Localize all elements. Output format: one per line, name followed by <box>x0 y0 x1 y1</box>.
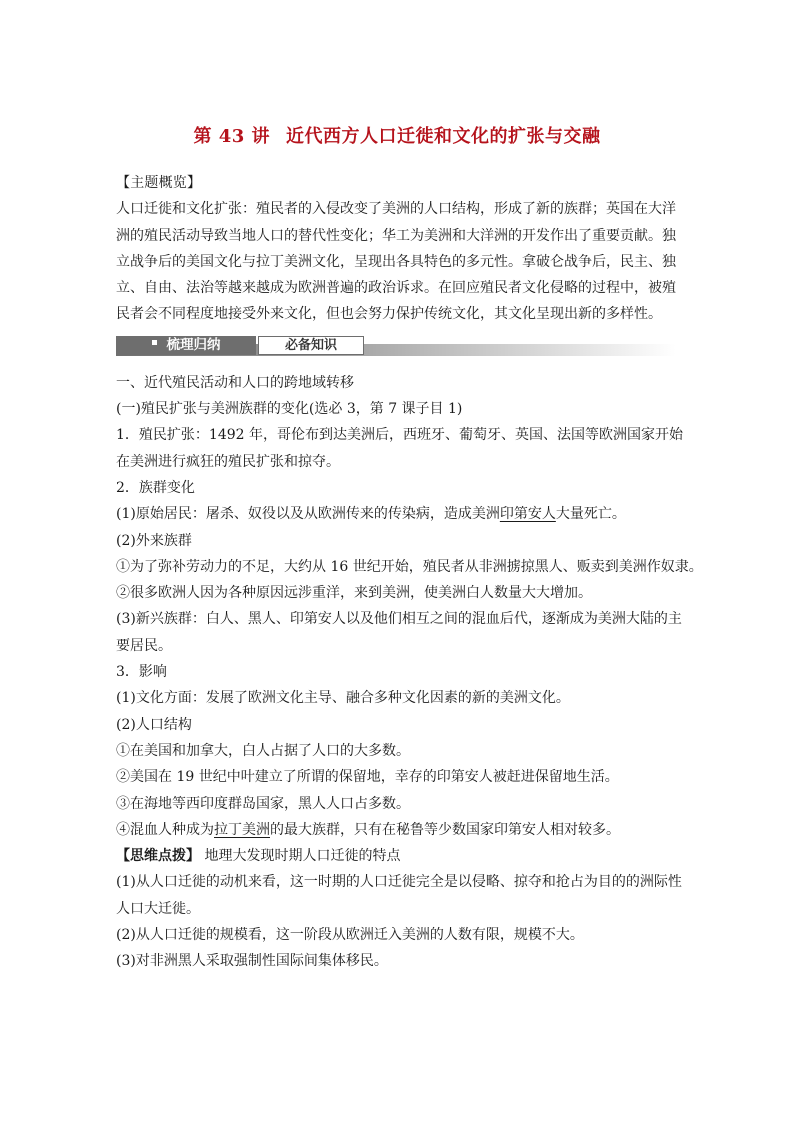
overview-paragraph <box>116 196 682 327</box>
text-line: (3)新兴族群：白人、黑人、印第安人以及他们相互之间的混血后代，逐渐成为美洲大陆的主 <box>116 611 682 628</box>
knowledge-body <box>116 370 703 975</box>
underlined-term: 拉丁美洲 <box>214 821 270 838</box>
square-bullet-icon <box>152 340 157 345</box>
text-line: ②美国在 19 世纪中叶建立了所谓的保留地，幸存的印第安人被赶进保留地生活。 <box>116 769 619 786</box>
overview-line: 人口迁徙和文化扩张：殖民者的入侵改变了美洲的人口结构，形成了新的族群；英国在大洋 <box>116 201 676 218</box>
text-line: 人口大迁徙。 <box>116 900 200 917</box>
overview-line: 立、自由、法治等越来越成为欧洲普遍的政治诉求。在回应殖民者文化侵略的过程中，被殖 <box>116 280 676 297</box>
text-line: (1)从人口迁徙的动机来看，这一时期的人口迁徙完全是以侵略、掠夺和抢占为目的的洲际性 <box>116 874 682 891</box>
banner-tag-knowledge: 必备知识 <box>258 336 364 355</box>
text-line: (3)对非洲黑人采取强制性国际间集体移民。 <box>116 953 388 970</box>
item-heading: (2)外来族群 <box>116 532 192 549</box>
text-line: ①为了弥补劳动力的不足，大约从 16 世纪开始，殖民者从非洲掳掠黑人、贩卖到美洲作奴隶。 <box>116 558 703 575</box>
tip-heading: 【思维点拨】 地理大发现时期人口迁徙的特点 <box>116 848 401 865</box>
lesson-number: 第 43 讲 <box>193 126 271 147</box>
overview-line: 民者会不同程度地接受外来文化，但也会努力保护传统文化，其文化呈现出新的多样性。 <box>116 306 662 323</box>
lesson-title <box>0 122 794 148</box>
content-area <box>116 170 703 975</box>
item-heading: 2．族群变化 <box>116 479 195 496</box>
subsection-heading: (一)殖民扩张与美洲族群的变化(选必 3，第 7 课子目 1) <box>116 401 463 418</box>
text-line: 在美洲进行疯狂的殖民扩张和掠夺。 <box>116 453 340 470</box>
banner-tag-summary: 梳理归纳 <box>116 336 256 355</box>
section-heading: 一、近代殖民活动和人口的跨地域转移 <box>116 374 354 391</box>
overview-line: 洲的殖民活动导致当地人口的替代性变化；华工为美洲和大洋洲的开发作出了重要贡献。独 <box>116 227 676 244</box>
text-line: ①在美国和加拿大，白人占据了人口的大多数。 <box>116 742 410 759</box>
text-line: ③在海地等西印度群岛国家，黑人人口占多数。 <box>116 795 410 812</box>
lesson-topic: 近代西方人口迁徙和文化的扩张与交融 <box>286 126 601 147</box>
underlined-term: 印第安人 <box>499 506 556 523</box>
text-line: ②很多欧洲人因为各种原因远涉重洋，来到美洲，使美洲白人数量大大增加。 <box>116 585 592 602</box>
text-line: (2)从人口迁徙的规模看，这一阶段从欧洲迁入美洲的人数有限，规模不大。 <box>116 927 584 944</box>
text-line: (1)原始居民：屠杀、奴役以及从欧洲传来的传染病，造成美洲印第安人大量死亡。 <box>116 506 626 523</box>
text-line: 1．殖民扩张：1492 年，哥伦布到达美洲后，西班牙、葡萄牙、英国、法国等欧洲国家开始 <box>116 427 683 444</box>
section-banner <box>116 336 682 356</box>
item-heading: 3．影响 <box>116 664 167 681</box>
text-line: (1)文化方面：发展了欧洲文化主导、融合多种文化因素的新的美洲文化。 <box>116 690 570 707</box>
text-line: ④混血人种成为拉丁美洲的最大族群，只有在秘鲁等少数国家印第安人相对较多。 <box>116 821 620 838</box>
overview-line: 立战争后的美国文化与拉丁美洲文化，呈现出各具特色的多元性。拿破仑战争后，民主、独 <box>116 253 676 270</box>
tip-label: 【思维点拨】 <box>116 848 200 865</box>
text-line: 要居民。 <box>116 637 172 654</box>
item-heading: (2)人口结构 <box>116 716 192 733</box>
overview-heading: 【主题概览】 <box>116 175 202 191</box>
